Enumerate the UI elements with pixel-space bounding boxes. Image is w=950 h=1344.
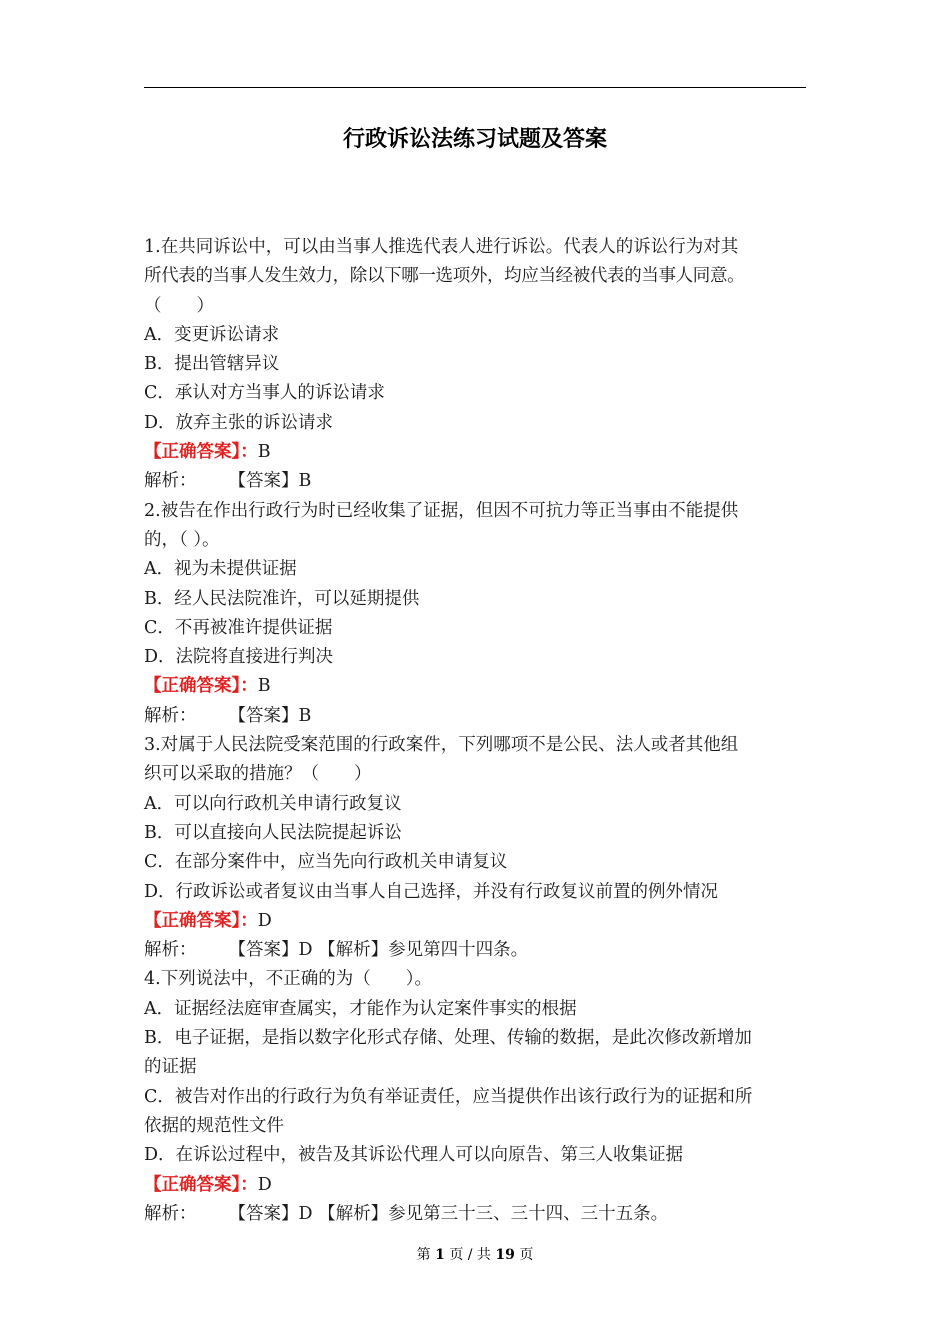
analysis-line: [144, 467, 810, 496]
text-line: B．提出管辖异议: [144, 354, 280, 375]
text-line: B．经人民法院准许，可以延期提供: [144, 588, 420, 609]
text-line: B．可以直接向人民法院提起诉讼: [144, 822, 402, 843]
analysis-text: 【答案】D 【解析】参见第三十三、三十四、三十五条。: [228, 1203, 669, 1224]
text-line: 的，（ ）。: [144, 529, 220, 550]
document-title: 行政诉讼法练习试题及答案: [342, 126, 607, 152]
answer-label: 【正确答案】：: [144, 910, 258, 931]
text-line: A．证据经法庭审查属实，才能作为认定案件事实的根据: [144, 998, 577, 1019]
text-line: 织可以采取的措施？（ ）: [144, 764, 372, 785]
question-content: [144, 233, 810, 1229]
text-line: B．电子证据，是指以数字化形式存储、处理、传输的数据，是此次修改新增加: [144, 1028, 752, 1049]
analysis-text: 【答案】B: [228, 705, 312, 726]
analysis-text: 【答案】B: [228, 471, 312, 492]
text-line: 所代表的当事人发生效力，除以下哪一选项外，均应当经被代表的当事人同意。: [144, 266, 745, 287]
text-line: D．在诉讼过程中，被告及其诉讼代理人可以向原告、第三人收集证据: [144, 1145, 684, 1166]
answer-label: 【正确答案】：: [144, 676, 258, 697]
analysis-line: [144, 1200, 810, 1229]
page-footer: [0, 1244, 950, 1264]
footer-prefix: 第: [416, 1247, 431, 1263]
text-line: A．可以向行政机关申请行政复议: [144, 793, 402, 814]
analysis-text: 【答案】D 【解析】参见第四十四条。: [228, 940, 529, 961]
answer-value: B: [257, 442, 271, 463]
analysis-line: [144, 702, 810, 731]
text-line: 依据的规范性文件: [144, 1115, 284, 1136]
answer-value: D: [257, 1174, 272, 1195]
footer-suffix: 页: [519, 1247, 534, 1263]
answer-label: 【正确答案】：: [144, 1174, 258, 1195]
analysis-label: 解析：: [144, 705, 197, 726]
answer-line: [144, 438, 810, 467]
text-line: C．在部分案件中，应当先向行政机关申请复议: [144, 852, 508, 873]
answer-value: B: [257, 676, 271, 697]
text-line: 1.在共同诉讼中，可以由当事人推选代表人进行诉讼。代表人的诉讼行为对其: [144, 237, 739, 257]
answer-line: [144, 907, 810, 936]
text-line: A．变更诉讼请求: [144, 324, 280, 345]
text-line: （ ）: [144, 295, 214, 316]
text-line: 的证据: [144, 1057, 197, 1078]
text-line: D．法院将直接进行判决: [144, 647, 334, 668]
text-line: 4.下列说法中，不正确的为（ ）。: [144, 969, 432, 990]
text-line: D．行政诉讼或者复议由当事人自己选择，并没有行政复议前置的例外情况: [144, 881, 719, 902]
text-line: C．被告对作出的行政行为负有举证责任，应当提供作出该行政行为的证据和所: [144, 1086, 753, 1107]
text-line: A．视为未提供证据: [144, 559, 297, 580]
answer-line: [144, 1171, 810, 1200]
text-line: C．承认对方当事人的诉讼请求: [144, 383, 385, 404]
analysis-label: 解析：: [144, 940, 197, 961]
text-line: D．放弃主张的诉讼请求: [144, 412, 334, 433]
answer-label: 【正确答案】：: [144, 442, 258, 463]
footer-middle: 页 / 共: [449, 1247, 491, 1263]
analysis-label: 解析：: [144, 1203, 197, 1224]
footer-page-number: 1: [435, 1247, 445, 1263]
footer-total-pages: 19: [495, 1247, 515, 1263]
text-line: 3.对属于人民法院受案范围的行政案件，下列哪项不是公民、法人或者其他组: [144, 735, 739, 756]
header-rule: [144, 87, 806, 88]
analysis-label: 解析：: [144, 471, 197, 492]
analysis-line: [144, 936, 810, 965]
text-line: C．不再被准许提供证据: [144, 617, 333, 638]
answer-value: D: [257, 910, 272, 931]
text-line: 2.被告在作出行政行为时已经收集了证据，但因不可抗力等正当事由不能提供: [144, 500, 739, 521]
answer-line: [144, 672, 810, 701]
